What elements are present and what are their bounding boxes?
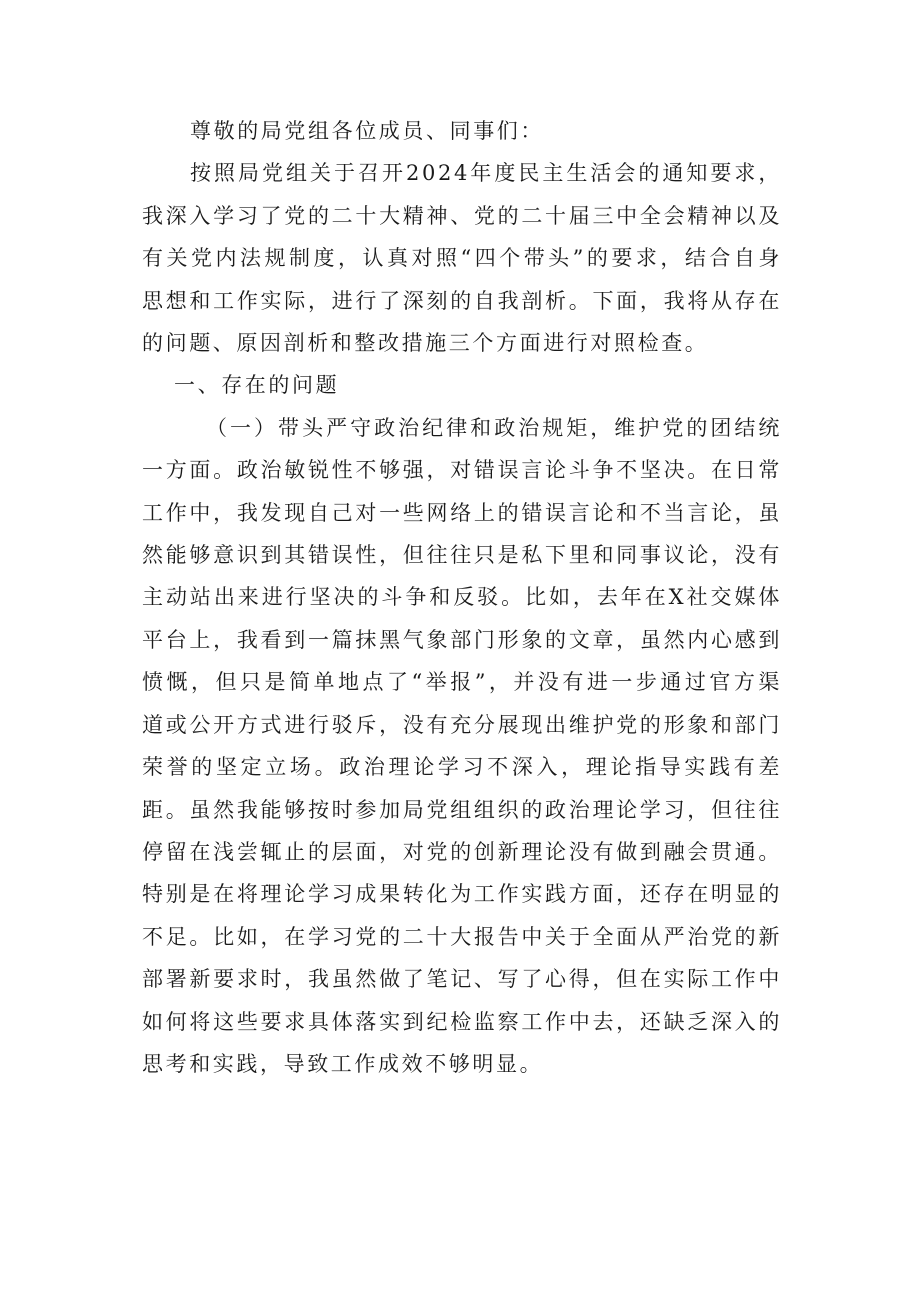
section-heading: 一、存在的问题 [174, 373, 340, 398]
intro-paragraph: 按照局党组关于召开2024年度民主生活会的通知要求，我深入学习了党的二十大精神、党的二十届三中全会精神以及有关党内法规制度，认真对照“四个带头”的要求，结合自身思想和工作实际，进行了深刻的自我剖析。下面，我将从存在的问题、原因剖析和整改措施三个方面进行对照检查。 [142, 161, 782, 356]
salutation: 尊敬的局党组各位成员、同事们： [190, 119, 544, 143]
document-body [142, 110, 782, 1085]
subsection-paragraph: （一）带头严守政治纪律和政治规矩，维护党的团结统一方面。政治敏锐性不够强，对错误言论斗争不坚决。在日常工作中，我发现自己对一些网络上的错误言论和不当言论，虽然能够意识到其错误性，但往往只是私下里和同事议论，没有主动站出来进行坚决的斗争和反驳。比如，去年在X社交媒体平台上，我看到一篇抹黑气象部门形象的文章，虽然内心感到愤慨，但只是简单地点了“举报”，并没有进一步通过官方渠道或公开方式进行驳斥，没有充分展现出维护党的形象和部门荣誉的坚定立场。政治理论学习不深入，理论指导实践有差距。虽然我能够按时参加局党组组织的政治理论学习，但往往停留在浅尝辄止的层面，对党的创新理论没有做到融会贯通。特别是在将理论学习成果转化为工作实践方面，还存在明显的不足。比如，在学习党的二十大报告中关于全面从严治党的新部署新要求时，我虽然做了笔记、写了心得，但在实际工作中如何将这些要求具体落实到纪检监察工作中去，还缺乏深入的思考和实践，导致工作成效不够明显。 [142, 415, 782, 1076]
